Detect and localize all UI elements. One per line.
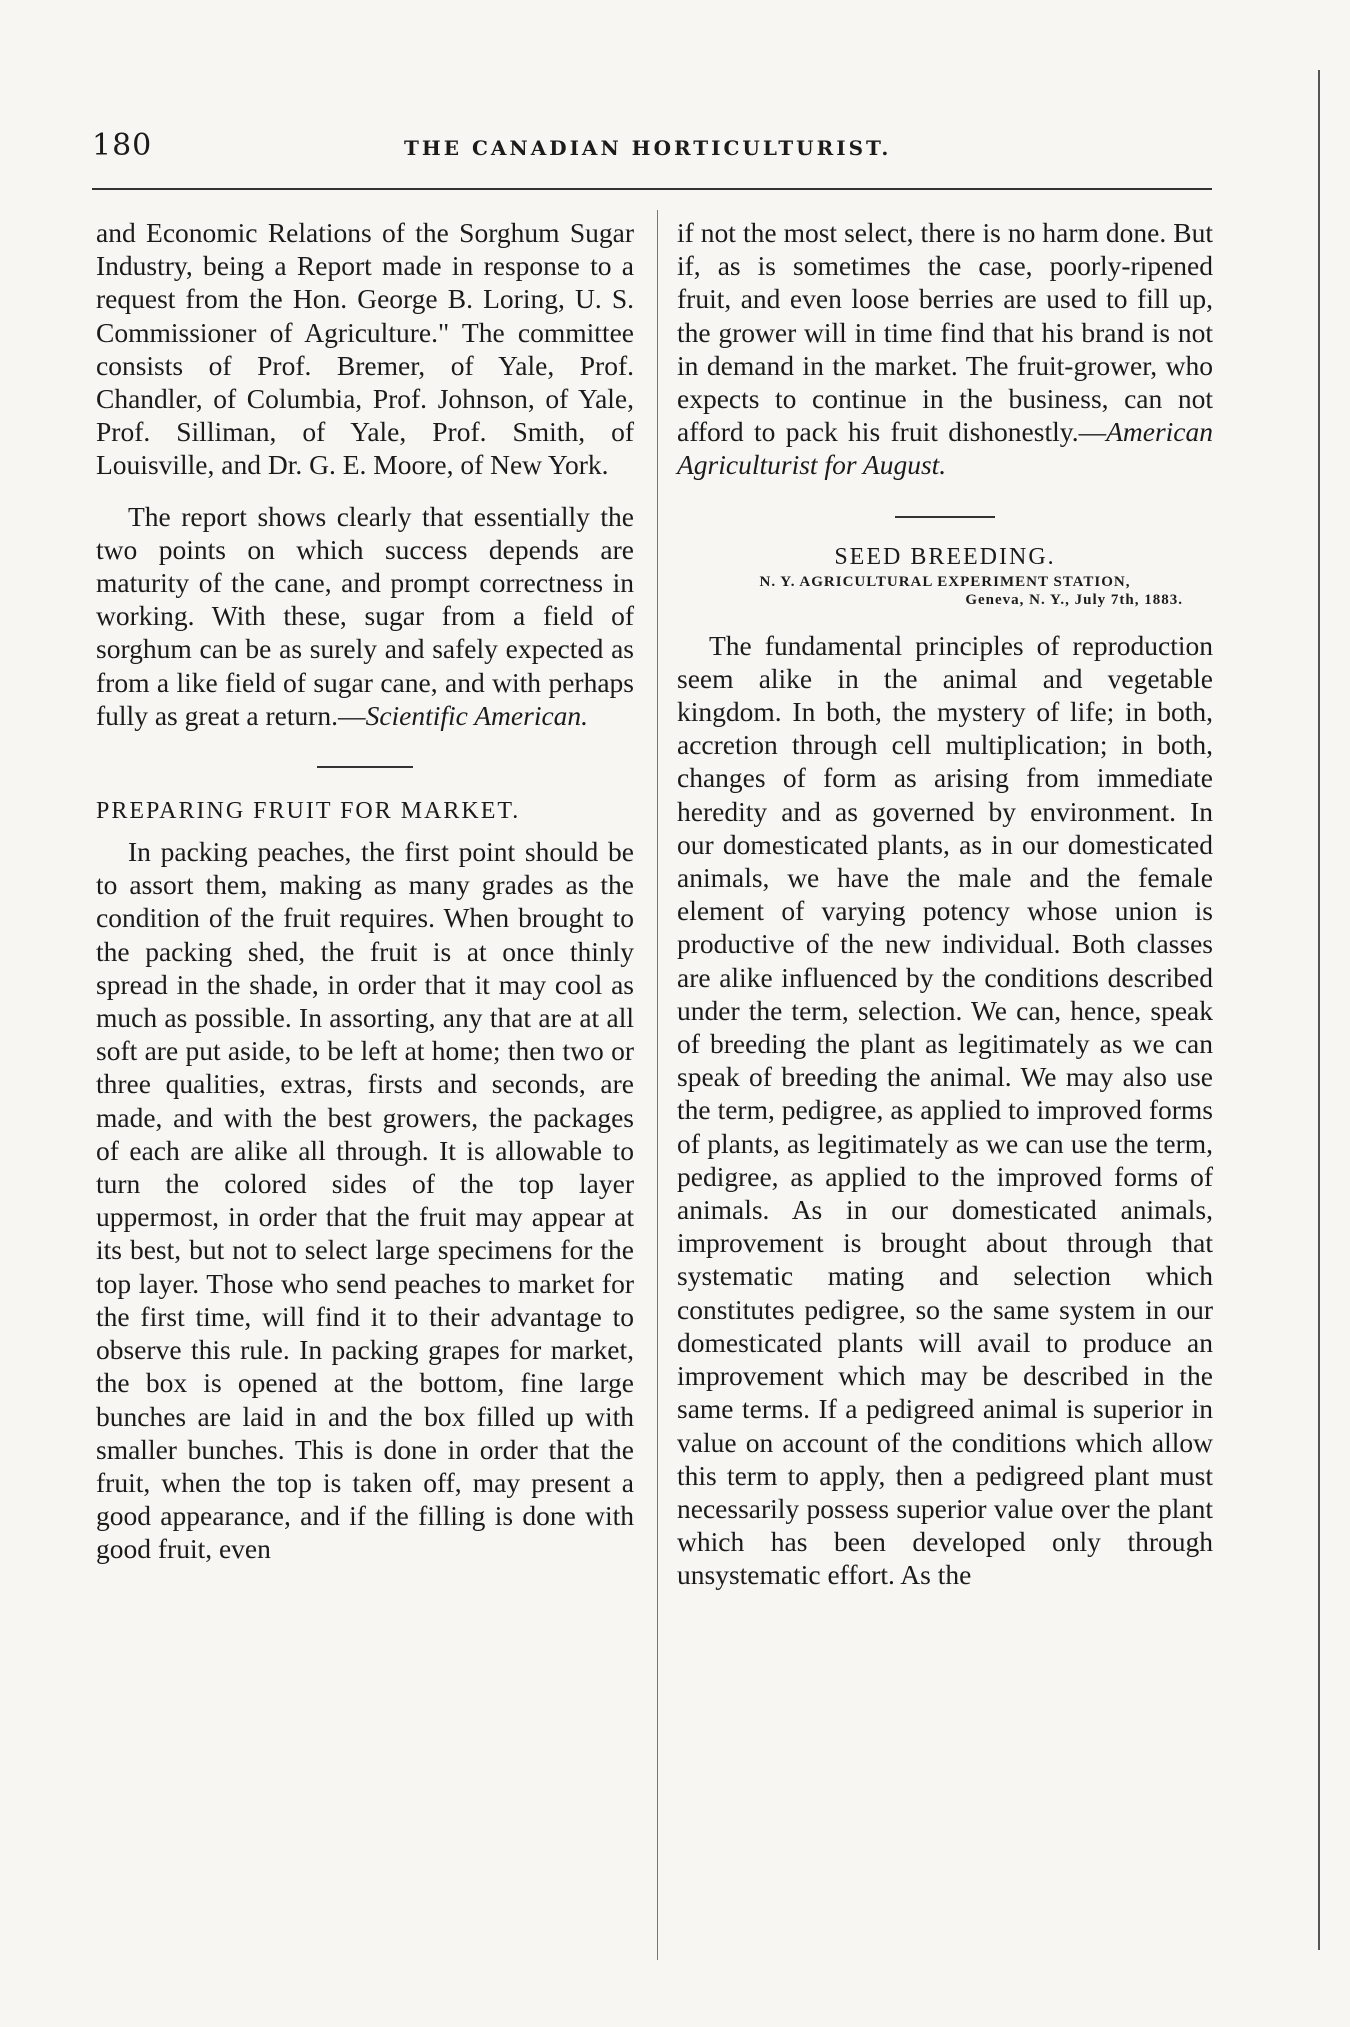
article-heading-seed-breeding: SEED BREEDING. bbox=[834, 543, 1056, 570]
source-citation: Scientific American. bbox=[365, 699, 589, 731]
seed-breeding-paragraph: The fundamental principles of reproduction seem alike in the animal and vegetable kingdom. In both, the mystery of life; in both, accretion through cell multiplication; in both, changes of form as arising from immediate heredity and as governed by environment. In our domesticated plants, as in our domesticated animals, we have the male and the female element of varying potency whose union is productive of the new individual. Both classes are alike influenced by the conditions described under the term, selection. We can, hence, speak of breeding the plant as legitimately as we can speak of breeding the animal. We may also use the term, pedigree, as applied to improved forms of plants, as legitimately as we can use the term, pedigree, as applied to the improved forms of animals. As in our domesticated animals, improvement is brought about through that systematic mating and selection which constitutes pedigree, so the same system in our domesticated plants will avail to produce an improvement which may be described in the same terms. If a pedigreed animal is superior in value on account of the conditions which allow this term to apply, then a pedigreed plant must necessarily possess superior value over the plant which has been developed only through unsystematic effort. As the bbox=[677, 629, 1213, 1591]
header-rule bbox=[92, 188, 1212, 190]
source-citation: American Agriculturist for August. bbox=[677, 416, 1213, 481]
page-number: 180 bbox=[92, 128, 153, 163]
sorghum-report-text: The report shows clearly that essentially the two points on which success depends are maturity of the cane, and prompt correctness in working. With these, sugar from a field of sorghum can be as surely and safely expected as from a like field of sugar cane, and with perhaps fully as great a return.— bbox=[96, 500, 634, 731]
dateline-station: N. Y. AGRICULTURAL EXPERIMENT STATION, bbox=[759, 573, 1131, 590]
running-title: THE CANADIAN HORTICULTURIST. bbox=[404, 136, 892, 160]
fruit-packing-paragraph-continued bbox=[677, 216, 1213, 482]
fruit-packing-text: if not the most select, there is no harm done. But if, as is sometimes the case, poorly-ripened fruit, and even loose berries are used to fill up, the grower will in time find that his brand is not in demand in the market. The fruit-grower, who expects to continue in the business, can not afford to pack his fruit dishonestly.— bbox=[677, 217, 1213, 448]
left-column bbox=[96, 216, 634, 1566]
sorghum-paragraph-continued: and Economic Relations of the Sorghum Sugar Industry, being a Report made in response to a request from the Hon. George B. Loring, U. S. Commissioner of Agriculture." The committee consists of Prof. Bremer, of Yale, Prof. Chandler, of Columbia, Prof. Johnson, of Yale, Prof. Silliman, of Yale, Prof. Smith, of Louisville, and Dr. G. E. Moore, of New York. bbox=[96, 217, 634, 481]
dateline bbox=[677, 573, 1213, 609]
right-column bbox=[677, 216, 1213, 1592]
scan-edge bbox=[1318, 70, 1320, 1950]
column-divider bbox=[657, 210, 658, 1960]
sorghum-report-paragraph bbox=[96, 500, 634, 732]
article-heading-preparing-fruit: PREPARING FRUIT FOR MARKET. bbox=[96, 798, 521, 825]
page-header bbox=[92, 128, 1212, 168]
section-divider bbox=[895, 516, 995, 518]
fruit-packing-paragraph: In packing peaches, the first point should be to assort them, making as many grades as the condition of the fruit requires. When brought to the packing shed, the fruit is at once thinly spread in the shade, in order that it may cool as much as possible. In assorting, any that are at all soft are put aside, to be left at home; then two or three qualities, extras, firsts and seconds, are made, and with the best growers, the packages of each are alike all through. It is allowable to turn the colored sides of the top layer uppermost, in order that the fruit may appear at its best, but not to select large specimens for the top layer. Those who send peaches to market for the first time, will find it to their advantage to observe this rule. In packing grapes for market, the box is opened at the bottom, fine large bunches are laid in and the box filled up with smaller bunches. This is done in order that the fruit, when the top is taken off, may present a good appearance, and if the filling is done with good fruit, even bbox=[96, 836, 634, 1565]
section-divider bbox=[317, 766, 413, 768]
dateline-place-date: Geneva, N. Y., July 7th, 1883. bbox=[965, 591, 1183, 608]
